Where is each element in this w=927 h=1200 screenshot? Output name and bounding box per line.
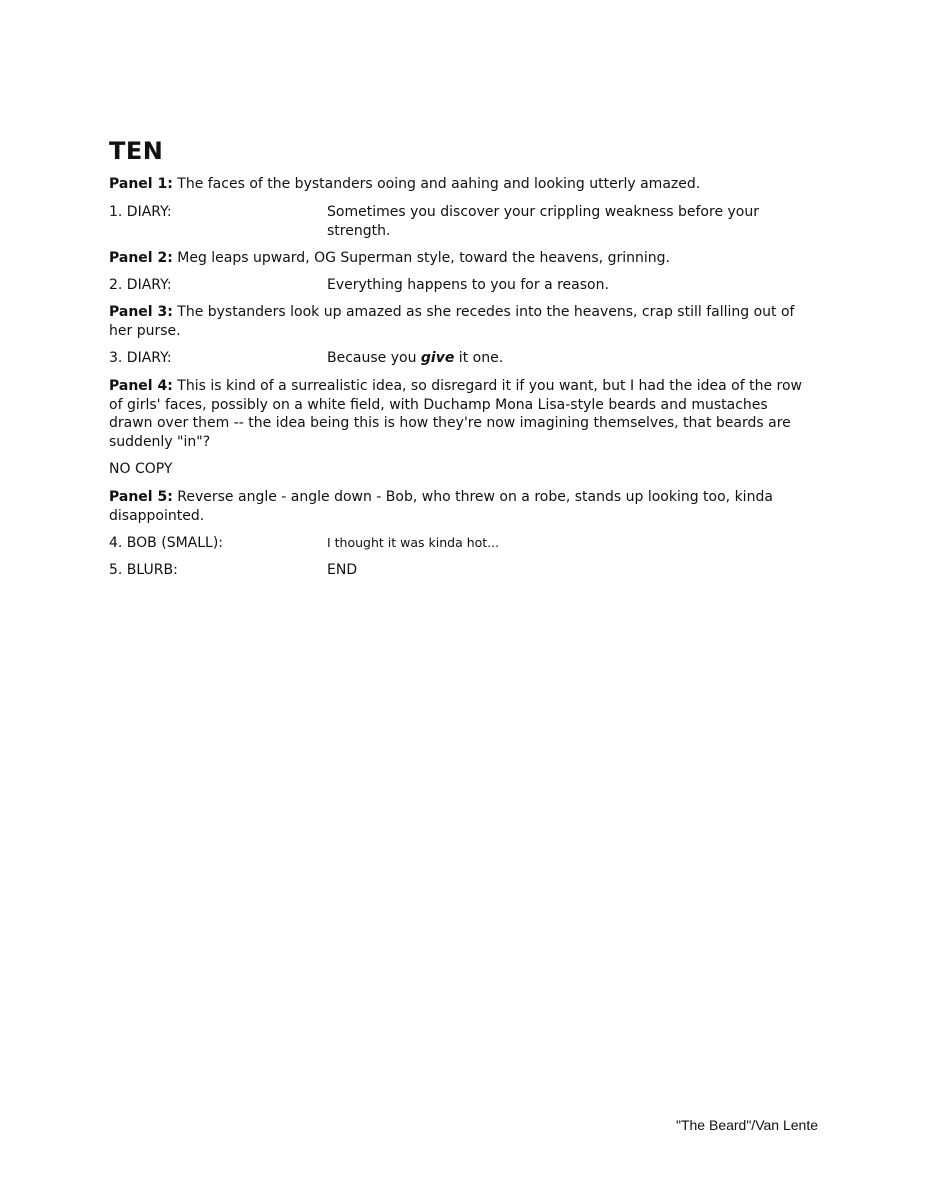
panel-5-label: Panel 5: bbox=[109, 489, 173, 505]
panel-2-text: Meg leaps upward, OG Superman style, toward the heavens, grinning. bbox=[172, 250, 670, 266]
caption-2-label: 2. DIARY: bbox=[109, 277, 172, 293]
caption-3-label: 3. DIARY: bbox=[109, 350, 172, 366]
caption-5-text: END bbox=[327, 562, 358, 578]
panel-5-description bbox=[109, 488, 809, 525]
panel-4-label: Panel 4: bbox=[109, 378, 173, 394]
panel-4-description bbox=[109, 377, 809, 451]
panel-2-label: Panel 2: bbox=[109, 250, 173, 266]
panel-1-description bbox=[109, 175, 809, 194]
panel-5-text: Reverse angle - angle down - Bob, who threw on a robe, stands up looking too, kinda disappointed. bbox=[109, 489, 773, 524]
panel-1-text: The faces of the bystanders ooing and aahing and looking utterly amazed. bbox=[172, 176, 701, 192]
panel-3-description bbox=[109, 303, 809, 340]
caption-3-text-after: it one. bbox=[454, 350, 504, 366]
caption-3-text bbox=[327, 349, 807, 368]
caption-4-text: I thought it was kinda hot... bbox=[327, 535, 500, 550]
caption-4-label: 4. BOB (SMALL): bbox=[109, 535, 224, 551]
page-footer: "The Beard"/Van Lente bbox=[676, 1117, 818, 1133]
caption-1-label: 1. DIARY: bbox=[109, 204, 172, 220]
no-copy-note: NO COPY bbox=[109, 461, 173, 477]
panel-3-text: The bystanders look up amazed as she recedes into the heavens, crap still falling out of her purse. bbox=[109, 304, 795, 339]
panel-3-label: Panel 3: bbox=[109, 304, 173, 320]
caption-5-label: 5. BLURB: bbox=[109, 562, 178, 578]
caption-3-text-before: Because you bbox=[327, 350, 421, 366]
caption-1-text: Sometimes you discover your crippling weakness before your strength. bbox=[327, 204, 759, 239]
panel-4-text: This is kind of a surrealistic idea, so disregard it if you want, but I had the idea of the row of girls' faces, possibly on a white field, with Duchamp Mona Lisa-style beards and mustaches drawn over them -- the idea being this is how they're now imagining themselves, that beards are suddenly "in"? bbox=[109, 378, 802, 450]
panel-2-description bbox=[109, 249, 809, 268]
script-page bbox=[109, 0, 819, 1200]
caption-3-emphasis: give bbox=[420, 350, 455, 366]
panel-1-label: Panel 1: bbox=[109, 176, 173, 192]
caption-2-text: Everything happens to you for a reason. bbox=[327, 277, 609, 293]
page-title: TEN bbox=[109, 137, 164, 165]
